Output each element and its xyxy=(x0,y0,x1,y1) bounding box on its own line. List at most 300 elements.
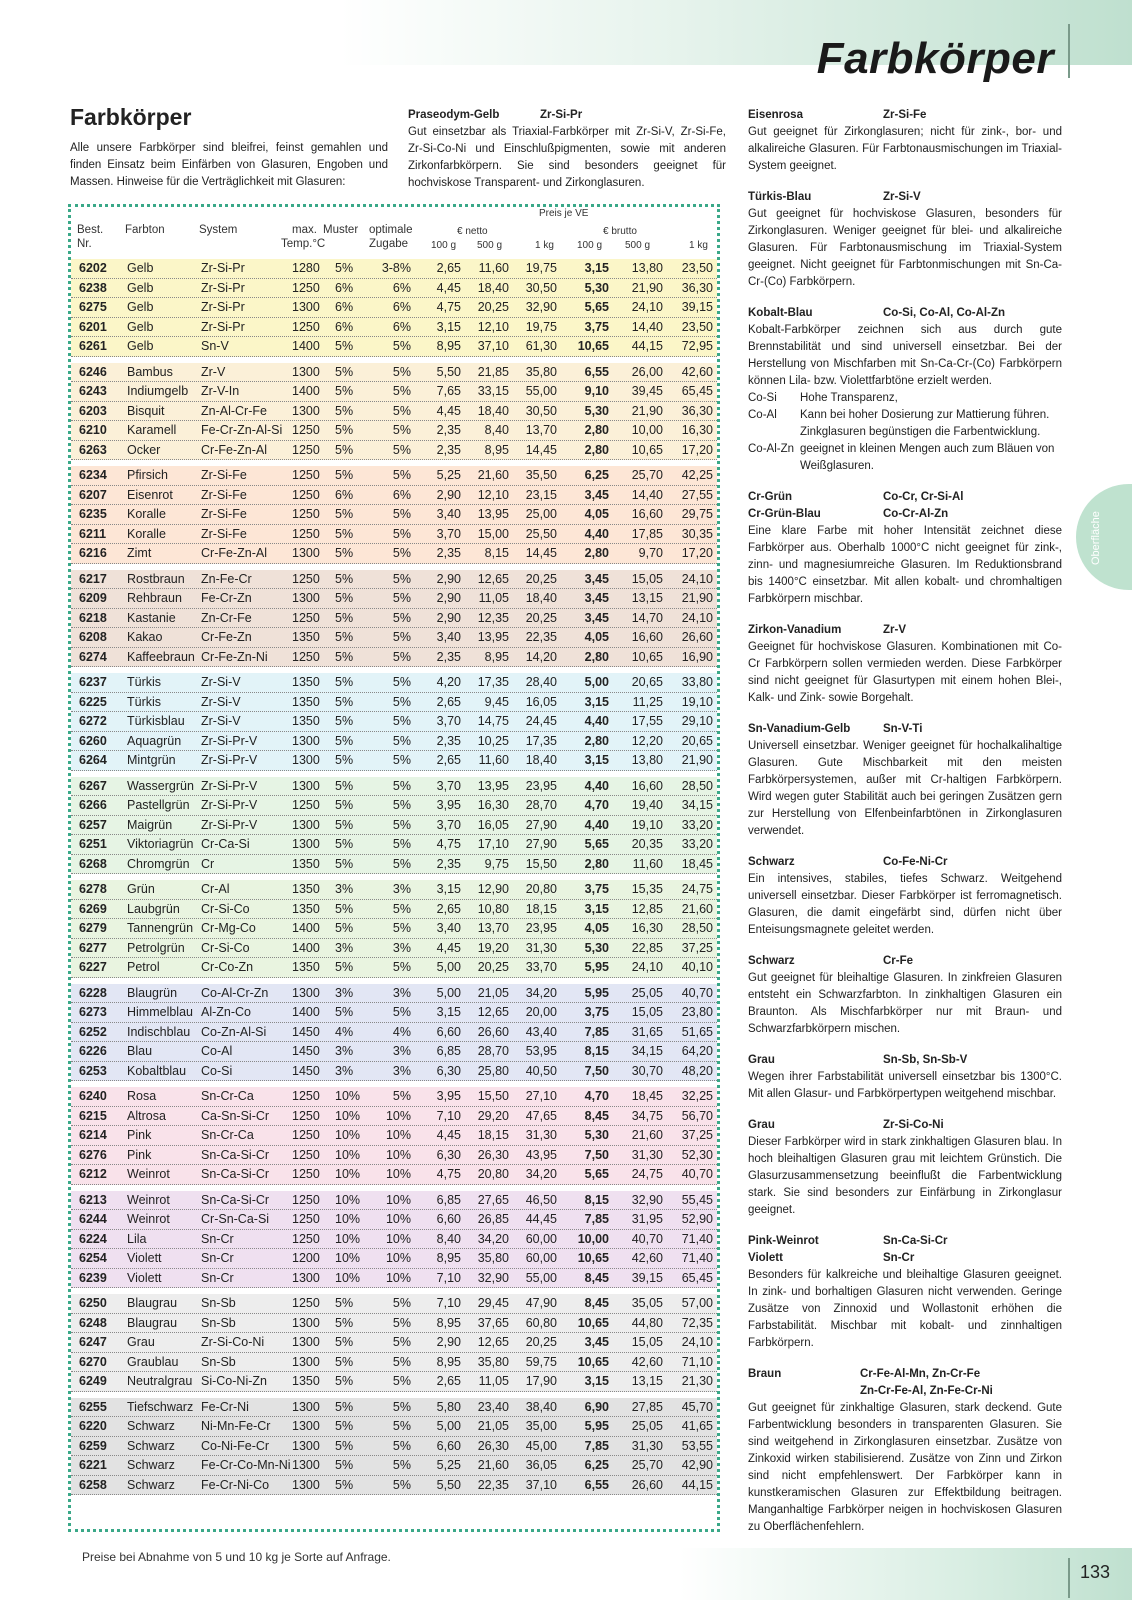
cell-temp: 1350 xyxy=(292,901,320,916)
cell-brutto-1kg: 42,25 xyxy=(681,468,713,482)
cell-temp: 1350 xyxy=(292,882,320,896)
table-row xyxy=(71,1269,717,1289)
cell-netto-1kg: 23,95 xyxy=(525,778,557,793)
section-name: Schwarz xyxy=(748,856,795,868)
cell-muster: 5% xyxy=(335,694,354,709)
cell-bestnr: 6239 xyxy=(79,1270,107,1285)
section-schwarz-cr-fe xyxy=(748,953,1062,1038)
cell-brutto-100g: 4,40 xyxy=(584,526,609,541)
cell-brutto-100g: 3,15 xyxy=(584,261,609,275)
header-system: System xyxy=(199,224,238,236)
section-text: Universell einsetzbar. Weniger geeignet für hochalkalihaltige Glasuren. Gute Mischbarkeit mit den meisten Farbkörpersystemen, außer mit Cr-haltigen Farbkörpern. Wird wegen guter Stabilität auch bei geringen Zusätzen gern zur Herstellung von Elfenbeinfarbtönen in Zirkonglasuren verwendet. xyxy=(748,740,1062,837)
cell-netto-500g: 25,80 xyxy=(477,1063,509,1078)
cell-brutto-500g: 42,60 xyxy=(631,1354,663,1369)
cell-brutto-100g: 7,50 xyxy=(584,1147,609,1162)
cell-muster: 5% xyxy=(335,1438,354,1453)
cell-temp: 1250 xyxy=(292,1089,320,1103)
cell-zugabe: 5% xyxy=(392,442,411,457)
section-system: Co-Fe-Ni-Cr xyxy=(883,856,948,868)
table-row xyxy=(71,279,717,299)
cell-muster: 5% xyxy=(335,733,354,748)
section-text: Besonders für kalkreiche und bleihaltige Glasuren geeignet. In zink- und borhaltigen Glasuren nicht verwenden. Geringe Zusätze von Zinnoxid und Wollastonit erhöhen die Farbstabilität. Mischbar mit kobalt- und zinnhaltigen Farbkörpern. xyxy=(748,1269,1062,1349)
cell-bestnr: 6221 xyxy=(79,1458,107,1472)
cell-netto-500g: 15,00 xyxy=(477,526,509,541)
cell-zugabe: 3% xyxy=(392,985,411,1000)
section-name: Zirkon-Vanadium xyxy=(748,624,842,636)
cell-netto-500g: 26,30 xyxy=(477,1438,509,1453)
cell-muster: 6% xyxy=(335,319,354,334)
cell-system: Co-Ni-Fe-Cr xyxy=(201,1438,270,1453)
cell-brutto-1kg: 42,90 xyxy=(681,1458,713,1472)
cell-zugabe: 6% xyxy=(392,319,411,334)
cell-brutto-500g: 21,60 xyxy=(631,1128,663,1142)
cell-bestnr: 6220 xyxy=(79,1419,107,1433)
cell-system: Zr-Si-Fe xyxy=(201,507,247,521)
cell-brutto-100g: 2,80 xyxy=(584,442,609,457)
cell-netto-1kg: 31,30 xyxy=(525,940,557,955)
cell-bestnr: 6226 xyxy=(79,1044,107,1058)
cell-netto-100g: 5,00 xyxy=(436,1419,461,1433)
cell-netto-1kg: 60,00 xyxy=(525,1231,557,1246)
cell-farbton: Maigrün xyxy=(127,817,173,832)
cell-farbton: Gelb xyxy=(127,339,154,353)
cell-bestnr: 6279 xyxy=(79,921,107,935)
cell-system: Sn-Cr xyxy=(201,1251,234,1265)
cell-netto-1kg: 20,00 xyxy=(525,1005,557,1019)
table-row xyxy=(71,1126,717,1146)
table-row xyxy=(71,919,717,939)
cell-zugabe: 10% xyxy=(385,1128,411,1142)
cell-netto-1kg: 34,20 xyxy=(525,985,557,1000)
cell-zugabe: 3% xyxy=(392,940,411,955)
cell-netto-100g: 3,15 xyxy=(436,882,461,896)
cell-muster: 5% xyxy=(335,526,354,541)
cell-netto-1kg: 61,30 xyxy=(525,339,557,353)
cell-system: Cr-Fe-Zn-Al xyxy=(201,442,267,457)
cell-bestnr: 6253 xyxy=(79,1063,107,1078)
cell-brutto-1kg: 27,55 xyxy=(681,487,713,502)
cell-netto-500g: 20,80 xyxy=(477,1167,509,1181)
cell-zugabe: 5% xyxy=(392,526,411,541)
cell-temp: 1300 xyxy=(292,817,320,832)
header-farbton: Farbton xyxy=(125,224,165,236)
cell-bestnr: 6250 xyxy=(79,1296,107,1310)
cell-zugabe: 10% xyxy=(385,1270,411,1285)
price-table xyxy=(68,204,720,1532)
cell-temp: 1350 xyxy=(292,960,320,974)
cell-netto-500g: 26,30 xyxy=(477,1147,509,1162)
cell-netto-100g: 5,25 xyxy=(436,1458,461,1472)
section-name-2: Violett xyxy=(748,1252,783,1264)
header-temp: Temp.°C xyxy=(281,238,326,250)
cell-netto-500g: 12,35 xyxy=(477,610,509,625)
cell-system: Sn-Sb xyxy=(201,1296,236,1310)
cell-netto-1kg: 31,30 xyxy=(525,1128,557,1142)
cell-brutto-1kg: 48,20 xyxy=(681,1063,713,1078)
cell-muster: 3% xyxy=(335,1044,354,1058)
cell-muster: 5% xyxy=(335,591,354,605)
cell-brutto-100g: 5,95 xyxy=(584,960,609,974)
cell-system: Zr-Si-Pr xyxy=(201,319,245,334)
cell-brutto-500g: 25,05 xyxy=(631,985,663,1000)
section-sn-vanadium-gelb xyxy=(748,721,1062,840)
cell-system: Zr-Si-Fe xyxy=(201,487,247,502)
cell-temp: 1250 xyxy=(292,571,320,586)
cell-temp: 1300 xyxy=(292,364,320,379)
cell-netto-500g: 17,35 xyxy=(477,675,509,689)
cell-zugabe: 3% xyxy=(392,1044,411,1058)
section-system: Sn-Sb, Sn-Sb-V xyxy=(883,1054,968,1066)
cell-netto-1kg: 17,35 xyxy=(525,733,557,748)
cell-netto-1kg: 34,20 xyxy=(525,1167,557,1181)
cell-netto-1kg: 40,50 xyxy=(525,1063,557,1078)
section-name: Grau xyxy=(748,1119,775,1131)
cell-netto-1kg: 35,80 xyxy=(525,364,557,379)
table-row xyxy=(71,777,717,797)
cell-brutto-100g: 3,45 xyxy=(584,571,609,586)
table-group xyxy=(71,1398,717,1496)
cell-netto-100g: 4,45 xyxy=(436,403,461,418)
cell-bestnr: 6273 xyxy=(79,1005,107,1019)
cell-farbton: Gelb xyxy=(127,280,154,295)
cell-brutto-500g: 11,25 xyxy=(632,694,663,709)
cell-netto-1kg: 19,75 xyxy=(525,319,557,334)
cell-farbton: Gelb xyxy=(127,261,154,275)
table-row xyxy=(71,318,717,338)
section-tab[interactable] xyxy=(1076,484,1132,590)
cell-netto-100g: 3,40 xyxy=(436,921,461,935)
cell-zugabe: 3% xyxy=(392,1063,411,1078)
cell-temp: 1300 xyxy=(292,985,320,1000)
cell-bestnr: 6243 xyxy=(79,384,107,398)
section-text: Dieser Farbkörper wird in stark zinkhaltigen Glasuren blau. In hoch bleihaltigen Glasuren grau mit leichtem Grünstich. Die Glasurzusammensetzung beeinflußt die Farbentwicklung stark. Sie sind besonders zur Einfärbung in Zirkonglasur geeignet. xyxy=(748,1136,1062,1216)
cell-netto-500g: 11,05 xyxy=(478,591,509,605)
cell-zugabe: 10% xyxy=(385,1231,411,1246)
page-number-rule xyxy=(1068,1558,1070,1598)
cell-farbton: Grün xyxy=(127,882,155,896)
table-group xyxy=(71,259,717,357)
cell-muster: 10% xyxy=(335,1270,361,1285)
cell-netto-1kg: 44,45 xyxy=(525,1212,557,1226)
cell-farbton: Koralle xyxy=(127,526,166,541)
cell-netto-100g: 6,60 xyxy=(436,1024,461,1039)
cell-muster: 5% xyxy=(335,1354,354,1369)
cell-brutto-100g: 7,85 xyxy=(584,1212,609,1226)
praseodym-text: Gut einsetzbar als Triaxial-Farbkörper mit Zr-Si-V, Zr-Si-Fe, Zr-Si-Co-Ni und Einschlußpigmenten, sowie mit anderen Zirkonfarbkörpern. Sie sind besonders geeignet für hochviskose Transparent- und Zirkonglasuren. xyxy=(408,126,726,189)
cell-brutto-500g: 26,60 xyxy=(631,1477,663,1492)
section-system: Co-Si, Co-Al, Co-Al-Zn xyxy=(883,307,1006,319)
cell-brutto-500g: 26,00 xyxy=(631,364,663,379)
cell-brutto-500g: 10,00 xyxy=(631,423,663,437)
cell-brutto-1kg: 52,90 xyxy=(681,1212,713,1226)
cell-bestnr: 6272 xyxy=(79,714,107,728)
cell-system: Sn-Cr xyxy=(201,1231,234,1246)
cell-brutto-1kg: 40,70 xyxy=(681,1167,713,1181)
cell-bestnr: 6268 xyxy=(79,856,107,871)
cell-brutto-100g: 10,00 xyxy=(577,1231,609,1246)
cell-netto-100g: 5,50 xyxy=(436,364,461,379)
cell-brutto-500g: 27,85 xyxy=(631,1399,663,1414)
cell-netto-100g: 8,95 xyxy=(436,1354,461,1369)
cell-brutto-100g: 4,05 xyxy=(584,921,609,935)
cell-farbton: Tannengrün xyxy=(127,921,194,935)
cell-zugabe: 3-8% xyxy=(381,261,411,275)
cell-temp: 1400 xyxy=(292,1005,320,1019)
header-best: Best. xyxy=(77,224,104,236)
cell-muster: 5% xyxy=(335,442,354,457)
cell-muster: 5% xyxy=(335,339,354,353)
section-system: Zr-Si-Fe xyxy=(883,109,927,121)
cell-muster: 5% xyxy=(335,423,354,437)
header-max: max. xyxy=(292,224,317,236)
cell-bestnr: 6278 xyxy=(79,882,107,896)
cell-farbton: Türkisblau xyxy=(127,714,185,728)
cell-netto-500g: 33,15 xyxy=(477,384,509,398)
cell-zugabe: 5% xyxy=(392,714,411,728)
table-row xyxy=(71,1210,717,1230)
cell-brutto-500g: 11,60 xyxy=(632,856,663,871)
cell-farbton: Ocker xyxy=(127,442,161,457)
table-row xyxy=(71,544,717,564)
cell-brutto-500g: 24,10 xyxy=(631,960,663,974)
section-system: Zr-Si-Co-Ni xyxy=(883,1119,944,1131)
cell-muster: 5% xyxy=(335,1419,354,1433)
table-row xyxy=(71,1437,717,1457)
section-text: Gut geeignet für zinkhaltige Glasuren, stark deckend. Gute Farbentwicklung besonders in transparenten Glasuren. Sie sind weitgehend in Zirkonglasuren einsetzbar. Zusätze von Zinkoxid wirken stabilisierend. Zusätze von Zinn und Zirkon sind nicht empfehlenswert. Der Farbkörper kann in kunstkeramischen Glasuren zur Effektbildung beitragen. Manganhaltige Farbkörper neigen in hochviskosen Glasuren zu Oberflächenfehlern. xyxy=(748,1402,1062,1533)
praseodym-system: Zr-Si-Pr xyxy=(540,109,583,121)
cell-brutto-1kg: 34,15 xyxy=(681,798,713,812)
cell-brutto-1kg: 28,50 xyxy=(681,921,713,935)
cell-brutto-500g: 17,85 xyxy=(631,526,663,541)
cell-brutto-500g: 25,05 xyxy=(631,1419,663,1433)
cell-system: Cr-Ca-Si xyxy=(201,837,250,851)
cell-temp: 1300 xyxy=(292,1458,320,1472)
cell-netto-1kg: 60,00 xyxy=(525,1251,557,1265)
cell-netto-500g: 12,65 xyxy=(477,1005,509,1019)
section-system: Co-Cr, Cr-Si-Al xyxy=(883,491,964,503)
cell-netto-100g: 8,95 xyxy=(436,339,461,353)
cell-brutto-100g: 4,70 xyxy=(584,1089,609,1103)
cell-bestnr: 6208 xyxy=(79,630,107,644)
header-nr: Nr. xyxy=(77,238,92,250)
table-row xyxy=(71,835,717,855)
cell-bestnr: 6248 xyxy=(79,1315,107,1330)
cell-netto-100g: 5,00 xyxy=(436,960,461,974)
cell-temp: 1400 xyxy=(292,921,320,935)
sub-value: Kann bei hoher Dosierung zur Mattierung führen. Zinkglasuren begünstigen die Farbentwicklung. xyxy=(800,409,1050,438)
cell-netto-1kg: 18,15 xyxy=(525,901,557,916)
section-name-2: Cr-Grün-Blau xyxy=(748,508,821,520)
cell-bestnr: 6235 xyxy=(79,507,107,521)
cell-farbton: Türkis xyxy=(127,675,162,689)
cell-farbton: Neutralgrau xyxy=(127,1374,193,1388)
cell-brutto-1kg: 24,75 xyxy=(681,882,713,896)
table-row xyxy=(71,505,717,525)
cell-brutto-100g: 5,65 xyxy=(584,1167,609,1181)
section-system: Zr-Si-V xyxy=(883,191,921,203)
cell-system: Al-Zn-Co xyxy=(201,1005,252,1019)
table-row xyxy=(71,1372,717,1392)
cell-brutto-1kg: 72,35 xyxy=(681,1315,713,1330)
cell-temp: 1300 xyxy=(292,546,320,560)
cell-system: Zr-Si-Pr xyxy=(201,280,245,295)
cell-farbton: Altrosa xyxy=(127,1108,166,1123)
cell-netto-100g: 2,35 xyxy=(436,649,461,664)
cell-system: Cr-Fe-Zn-Al xyxy=(201,546,267,560)
cell-muster: 10% xyxy=(335,1251,361,1265)
table-row xyxy=(71,589,717,609)
cell-farbton: Himmelblau xyxy=(127,1005,193,1019)
cell-brutto-1kg: 65,45 xyxy=(681,1270,713,1285)
table-row xyxy=(71,673,717,693)
cell-brutto-500g: 14,40 xyxy=(631,319,663,334)
cell-farbton: Kakao xyxy=(127,630,163,644)
cell-brutto-500g: 44,15 xyxy=(631,339,663,353)
header-optimale: optimale xyxy=(369,224,413,236)
cell-zugabe: 5% xyxy=(392,960,411,974)
sub-key: Co-Si xyxy=(748,392,777,404)
right-column xyxy=(748,107,1062,1550)
section-eisenrosa xyxy=(748,107,1062,175)
cell-bestnr: 6246 xyxy=(79,364,107,379)
table-group xyxy=(71,1191,717,1289)
cell-brutto-1kg: 64,20 xyxy=(681,1044,713,1058)
cell-bestnr: 6266 xyxy=(79,798,107,812)
cell-muster: 6% xyxy=(335,280,354,295)
cell-brutto-100g: 6,55 xyxy=(584,1477,609,1492)
cell-muster: 5% xyxy=(335,403,354,418)
cell-zugabe: 5% xyxy=(392,384,411,398)
cell-brutto-100g: 8,15 xyxy=(584,1044,609,1058)
cell-brutto-1kg: 36,30 xyxy=(681,403,713,418)
cell-brutto-100g: 3,15 xyxy=(584,694,609,709)
cell-brutto-1kg: 71,40 xyxy=(681,1251,713,1265)
cell-bestnr: 6255 xyxy=(79,1399,107,1414)
cell-netto-100g: 6,85 xyxy=(436,1044,461,1058)
cell-brutto-1kg: 40,10 xyxy=(681,960,713,974)
cell-netto-500g: 10,80 xyxy=(477,901,509,916)
cell-muster: 5% xyxy=(335,817,354,832)
cell-brutto-500g: 9,70 xyxy=(638,546,663,560)
cell-netto-100g: 3,40 xyxy=(436,507,461,521)
cell-zugabe: 5% xyxy=(392,1438,411,1453)
cell-system: Sn-Ca-Si-Cr xyxy=(201,1147,270,1162)
cell-zugabe: 5% xyxy=(392,1419,411,1433)
cell-bestnr: 6257 xyxy=(79,817,107,832)
cell-brutto-500g: 31,65 xyxy=(631,1024,663,1039)
cell-brutto-1kg: 17,20 xyxy=(681,442,713,457)
page-title: Farbkörper xyxy=(816,34,1054,83)
cell-brutto-1kg: 28,50 xyxy=(681,778,713,793)
table-row xyxy=(71,486,717,506)
cell-brutto-1kg: 24,10 xyxy=(681,1335,713,1349)
cell-muster: 10% xyxy=(335,1167,361,1181)
table-row xyxy=(71,1107,717,1127)
cell-brutto-500g: 34,15 xyxy=(631,1044,663,1058)
cell-netto-100g: 2,65 xyxy=(436,1374,461,1388)
cell-temp: 1250 xyxy=(292,507,320,521)
cell-brutto-100g: 5,30 xyxy=(584,1128,609,1142)
cell-muster: 5% xyxy=(335,837,354,851)
cell-temp: 1350 xyxy=(292,856,320,871)
table-row xyxy=(71,259,717,279)
cell-netto-100g: 6,30 xyxy=(436,1063,461,1078)
cell-temp: 1300 xyxy=(292,591,320,605)
cell-zugabe: 5% xyxy=(392,856,411,871)
cell-brutto-100g: 2,80 xyxy=(584,546,609,560)
cell-netto-1kg: 38,40 xyxy=(525,1399,557,1414)
cell-system: Cr-Si-Co xyxy=(201,901,250,916)
cell-netto-1kg: 16,05 xyxy=(525,694,557,709)
cell-zugabe: 10% xyxy=(385,1147,411,1162)
cell-muster: 5% xyxy=(335,921,354,935)
cell-netto-500g: 8,40 xyxy=(484,423,509,437)
cell-muster: 5% xyxy=(335,798,354,812)
cell-brutto-500g: 25,70 xyxy=(631,468,663,482)
cell-farbton: Schwarz xyxy=(127,1458,175,1472)
cell-netto-1kg: 20,25 xyxy=(525,571,557,586)
cell-netto-100g: 8,95 xyxy=(436,1251,461,1265)
cell-system: Sn-Ca-Si-Cr xyxy=(201,1192,270,1207)
section-text: Wegen ihrer Farbstabilität universell einsetzbar bis 1300°C. Mit allen Glasur- und Farbkörpertypen weitgehend mischbar. xyxy=(748,1071,1062,1100)
cell-muster: 4% xyxy=(335,1024,354,1039)
cell-netto-1kg: 17,90 xyxy=(525,1374,557,1388)
cell-system: Cr-Mg-Co xyxy=(201,921,256,935)
section-system: Sn-V-Ti xyxy=(883,723,923,735)
cell-bestnr: 6275 xyxy=(79,300,107,314)
cell-brutto-100g: 3,45 xyxy=(584,591,609,605)
cell-netto-1kg: 13,70 xyxy=(525,423,557,437)
header-rule xyxy=(1068,24,1070,78)
cell-netto-500g: 21,60 xyxy=(477,468,509,482)
cell-brutto-100g: 3,45 xyxy=(584,487,609,502)
cell-muster: 5% xyxy=(335,1477,354,1492)
cell-system: Zr-Si-Pr-V xyxy=(201,753,258,767)
cell-brutto-500g: 13,80 xyxy=(631,753,663,767)
cell-brutto-100g: 10,65 xyxy=(577,1315,609,1330)
cell-farbton: Zimt xyxy=(127,546,152,560)
cell-muster: 5% xyxy=(335,610,354,625)
table-group xyxy=(71,673,717,771)
cell-netto-1kg: 20,80 xyxy=(525,882,557,896)
cell-zugabe: 5% xyxy=(392,1315,411,1330)
cell-farbton: Chromgrün xyxy=(127,856,190,871)
cell-muster: 5% xyxy=(335,1315,354,1330)
cell-zugabe: 6% xyxy=(392,300,411,314)
cell-netto-1kg: 55,00 xyxy=(525,1270,557,1285)
cell-netto-500g: 20,25 xyxy=(477,960,509,974)
header-netto: € netto xyxy=(457,226,488,237)
section-system-2: Sn-Cr xyxy=(883,1252,915,1264)
cell-netto-1kg: 20,25 xyxy=(525,610,557,625)
cell-brutto-500g: 12,85 xyxy=(631,901,663,916)
cell-zugabe: 5% xyxy=(392,1354,411,1369)
cell-bestnr: 6215 xyxy=(79,1108,107,1123)
cell-netto-1kg: 28,40 xyxy=(525,675,557,689)
cell-netto-500g: 18,40 xyxy=(477,403,509,418)
cell-netto-1kg: 24,45 xyxy=(525,714,557,728)
cell-bestnr: 6234 xyxy=(79,468,107,482)
cell-netto-1kg: 59,75 xyxy=(525,1354,557,1369)
cell-zugabe: 5% xyxy=(392,733,411,748)
table-row xyxy=(71,441,717,461)
cell-muster: 3% xyxy=(335,882,354,896)
cell-zugabe: 5% xyxy=(392,921,411,935)
cell-muster: 5% xyxy=(335,1296,354,1310)
cell-farbton: Kaffeebraun xyxy=(127,649,195,664)
cell-system: Cr-Sn-Ca-Si xyxy=(201,1212,270,1226)
cell-temp: 1300 xyxy=(292,1438,320,1453)
